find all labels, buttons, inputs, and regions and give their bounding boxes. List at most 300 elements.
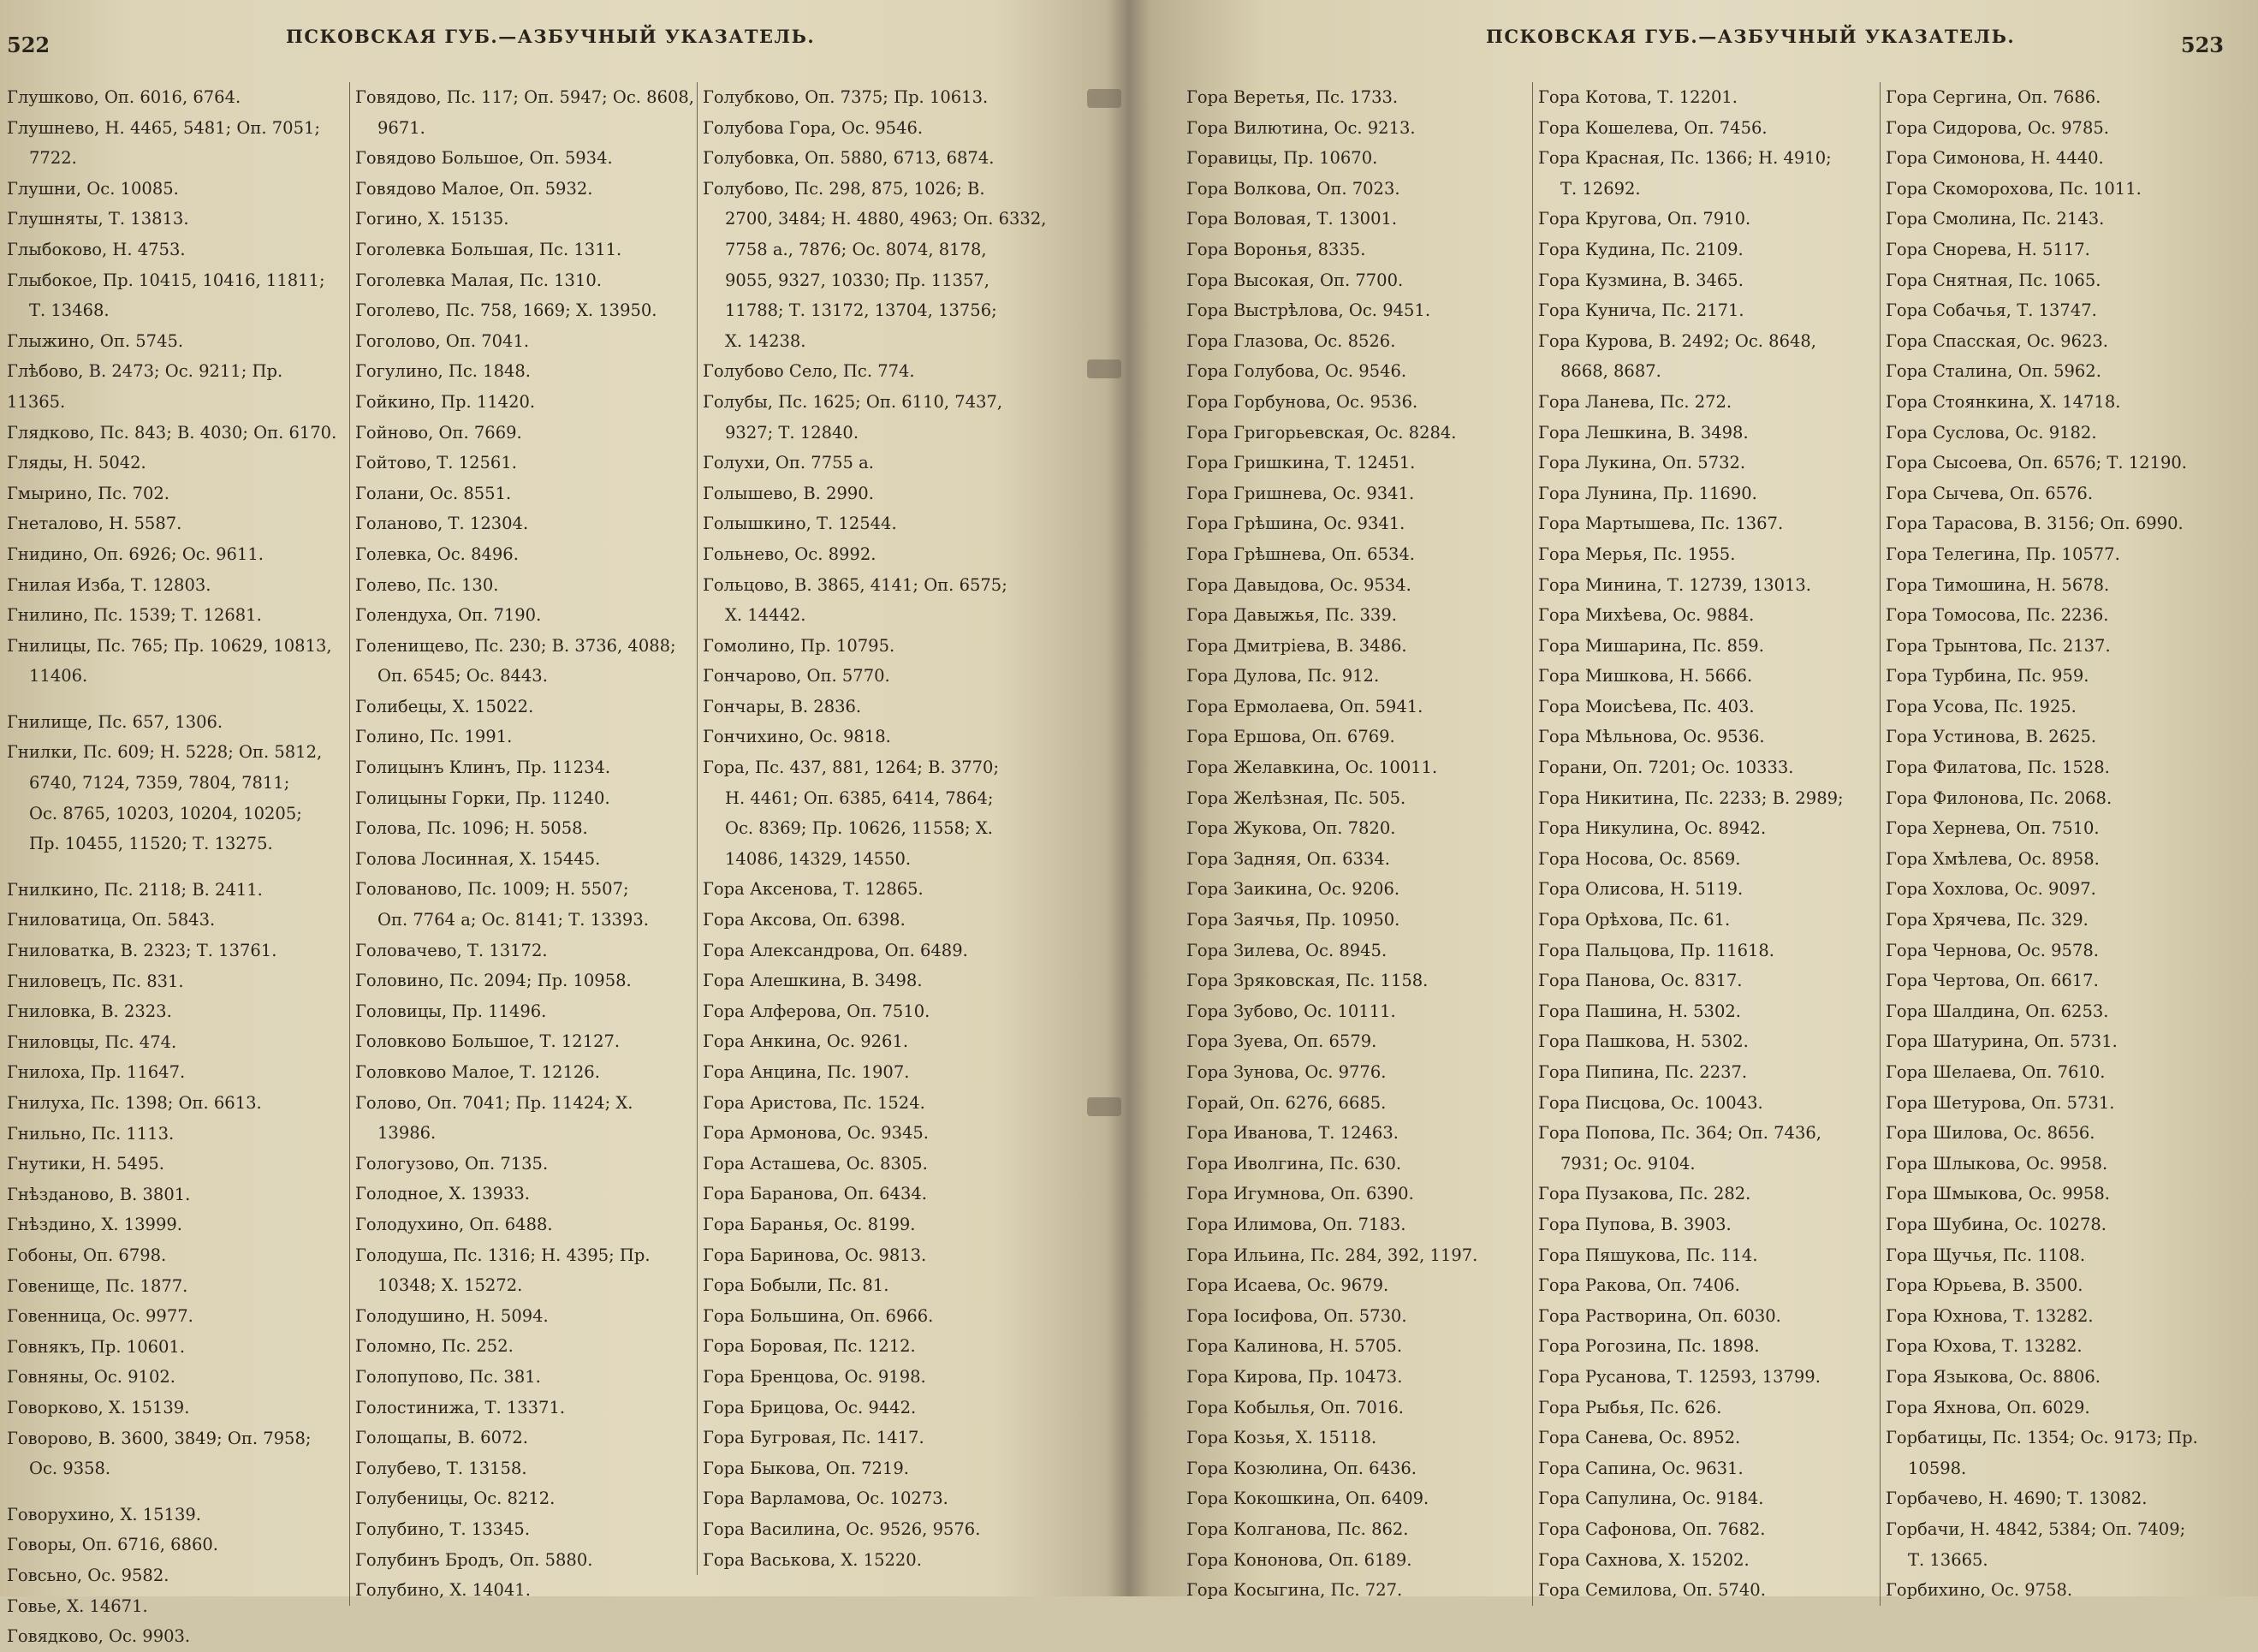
index-entry [703, 1149, 1050, 1180]
index-entry [1538, 508, 1879, 539]
entry-text: Голышкино, Т. 12544. [703, 514, 897, 534]
index-entry [1186, 783, 1525, 814]
index-entry [7, 737, 342, 798]
index-entry [7, 1180, 342, 1210]
entry-text: Гниловатка, В. 2323; Т. 13761. [7, 941, 277, 961]
index-entry [1886, 1088, 2231, 1119]
entry-text: Гора Русанова, Т. 12593, 13799. [1538, 1366, 1821, 1387]
index-entry [1538, 1088, 1879, 1119]
entry-text: Голубова Гора, Ос. 9546. [703, 117, 924, 138]
index-entry [7, 707, 342, 738]
entry-text: Гора Шубина, Ос. 10278. [1886, 1214, 2106, 1234]
entry-text: Горани, Оп. 7201; Ос. 10333. [1538, 758, 1794, 778]
index-entry [1886, 1149, 2231, 1180]
index-entry [355, 1423, 696, 1453]
index-entry [1538, 905, 1879, 936]
index-entry [7, 875, 342, 906]
entry-text: Гора Задняя, Оп. 6334. [1186, 848, 1390, 869]
entry-text: Гора Хмѣлева, Ос. 8958. [1886, 848, 2100, 869]
entry-text: Гора Семилова, Оп. 5740. [1538, 1580, 1766, 1601]
entry-text: Гора Сахнова, Х. 15202. [1538, 1549, 1750, 1570]
index-column-2 [349, 82, 696, 1606]
entry-text: Гончихино, Ос. 9818. [703, 727, 891, 747]
entry-text: Гора Зряковская, Пс. 1158. [1186, 971, 1429, 991]
entry-text: Гора Кунича, Пс. 2171. [1538, 300, 1744, 321]
index-entry [1538, 1575, 1879, 1606]
entry-text: Гора Дмитріева, В. 3486. [1186, 635, 1407, 656]
index-entry [7, 1362, 342, 1393]
entry-text: Гнидино, Оп. 6926; Ос. 9611. [7, 544, 264, 564]
entry-continuation: 6740, 7124, 7359, 7804, 7811; [29, 773, 290, 793]
index-entry [355, 1393, 696, 1423]
entry-text: Глушняты, Т. 13813. [7, 209, 189, 229]
entry-text: Гора Котова, Т. 12201. [1538, 87, 1738, 107]
index-entry [1538, 82, 1879, 113]
index-entry [703, 356, 1050, 387]
entry-text: Гора Языкова, Ос. 8806. [1886, 1366, 2101, 1387]
entry-text: Гора Давыжья, Пс. 339. [1186, 605, 1397, 626]
entry-text: Гора Колганова, Пс. 862. [1186, 1518, 1409, 1539]
index-entry [1886, 1240, 2231, 1271]
index-entry [1538, 1209, 1879, 1240]
index-entry [703, 448, 1050, 478]
entry-text: Гора Заячья, Пр. 10950. [1186, 910, 1400, 930]
index-entry [1886, 905, 2231, 936]
index-entry [703, 1483, 1050, 1514]
entry-text: Гора Юхнова, Т. 13282. [1886, 1305, 2094, 1326]
entry-text: Гора Бренцова, Ос. 9198. [703, 1366, 926, 1387]
index-entry [1186, 722, 1525, 752]
index-entry [1186, 1240, 1525, 1271]
entry-text: Гора Спасская, Ос. 9623. [1886, 330, 2108, 351]
entry-text: Голова, Пс. 1096; Н. 5058. [355, 818, 588, 839]
entry-text: Гора Волкова, Оп. 7023. [1186, 178, 1400, 199]
index-entry [1186, 1179, 1525, 1209]
index-entry [703, 1514, 1050, 1545]
index-entry [7, 1332, 342, 1363]
entry-text: Гора Воронья, 8335. [1186, 239, 1366, 259]
index-entry [1886, 874, 2231, 905]
entry-text: Голибецы, Х. 15022. [355, 696, 534, 716]
entry-text: Говядово, Пс. 117; Оп. 5947; Ос. 8608, [355, 87, 695, 107]
index-entry [703, 82, 1050, 113]
index-entry [7, 1530, 342, 1560]
entry-text: Гора Илимова, Оп. 7183. [1186, 1214, 1406, 1234]
entry-continuation: 11406. [29, 666, 88, 686]
index-entry [1186, 1026, 1525, 1057]
index-entry [1886, 1393, 2231, 1423]
entry-text: Гоголевка Малая, Пс. 1310. [355, 270, 602, 290]
entry-text: Голомно, Пс. 252. [355, 1336, 514, 1357]
entry-text: Гомолино, Пр. 10795. [703, 635, 895, 656]
entry-text: Глыбокое, Пр. 10415, 10416, 11811; [7, 270, 325, 290]
entry-text: Голубы, Пс. 1625; Оп. 6110, 7437, [703, 391, 1003, 412]
index-entry [355, 600, 696, 631]
entry-text: Гора Филатова, Пс. 1528. [1886, 758, 2110, 778]
entry-text: Гора Растворина, Оп. 6030. [1538, 1305, 1781, 1326]
entry-text: Говняны, Ос. 9102. [7, 1367, 175, 1388]
entry-text: Голодное, Х. 13933. [355, 1184, 530, 1204]
index-entry [1538, 387, 1879, 418]
index-column-1 [1186, 82, 1525, 1606]
entry-text: Гора Чертова, Оп. 6617. [1886, 971, 2099, 991]
index-entry [7, 1149, 342, 1180]
entry-text: Говсьно, Ос. 9582. [7, 1565, 169, 1585]
index-entry [1886, 966, 2231, 996]
index-entry [1886, 1209, 2231, 1240]
index-entry [355, 1331, 696, 1362]
index-entry [1186, 570, 1525, 601]
index-entry [355, 844, 696, 875]
entry-text: Гора Кудина, Пс. 2109. [1538, 239, 1744, 259]
index-entry [703, 570, 1050, 631]
index-entry [7, 174, 342, 205]
index-entry [1886, 508, 2231, 539]
entry-text: Голубево, Т. 13158. [355, 1458, 527, 1478]
entry-text: Гора Снятная, Пс. 1065. [1886, 270, 2101, 290]
entry-text: Гора Мартышева, Пс. 1367. [1538, 514, 1784, 534]
entry-text: Горбачево, Н. 4690; Т. 13082. [1886, 1489, 2148, 1509]
entry-text: Гончарово, Оп. 5770. [703, 666, 890, 686]
index-entry [7, 1621, 342, 1652]
index-entry [7, 1240, 342, 1271]
index-entry [703, 326, 1050, 357]
entry-text: Гора Кононова, Оп. 6189. [1186, 1549, 1412, 1570]
entry-text: Гора Сычева, Оп. 6576. [1886, 483, 2094, 503]
entry-text: Гойново, Оп. 7669. [355, 422, 522, 443]
entry-text: Гора Гришнева, Ос. 9341. [1186, 483, 1415, 503]
index-entry [355, 174, 696, 205]
entry-text: Гнѣздино, Х. 13999. [7, 1215, 182, 1235]
entry-text: Гнильно, Пс. 1113. [7, 1123, 175, 1144]
index-entry [1538, 1301, 1879, 1332]
entry-text: Голендуха, Оп. 7190. [355, 605, 542, 626]
index-entry [703, 752, 1050, 813]
index-entry [1538, 936, 1879, 966]
index-entry [1538, 996, 1879, 1027]
index-entry [1186, 418, 1525, 449]
entry-text: Гниловецъ, Пс. 831. [7, 971, 184, 991]
entry-continuation: Х. 14442. [725, 605, 806, 626]
index-entry [7, 1591, 342, 1622]
index-entry [1886, 1331, 2231, 1362]
index-entry [355, 966, 696, 996]
index-entry [7, 204, 342, 235]
index-entry [1186, 265, 1525, 296]
index-entry [1538, 448, 1879, 478]
entry-continuation: 7722. [29, 148, 77, 169]
entry-text: Гора Красная, Пс. 1366; Н. 4910; [1538, 148, 1832, 169]
index-entry [7, 113, 342, 174]
entry-text: Гора Шалдина, Оп. 6253. [1886, 1001, 2109, 1021]
index-entry [1886, 752, 2231, 783]
index-entry [355, 874, 696, 935]
index-entry [7, 356, 342, 417]
entry-text: Гора Рыбья, Пс. 626. [1538, 1397, 1722, 1417]
entry-text: Головково Большое, Т. 12127. [355, 1031, 621, 1052]
entry-text: Гора Анцина, Пс. 1907. [703, 1062, 910, 1082]
index-entry [703, 1393, 1050, 1423]
entry-text: Гора Курова, В. 2492; Ос. 8648, [1538, 330, 1816, 351]
entry-text: Гора Орѣхова, Пс. 61. [1538, 910, 1731, 930]
index-entry [1886, 996, 2231, 1027]
entry-text: Глушково, Оп. 6016, 6764. [7, 87, 241, 107]
index-entry [355, 1149, 696, 1180]
index-entry [1186, 1301, 1525, 1332]
index-entry [355, 82, 696, 143]
index-entry [1186, 356, 1525, 387]
index-entry [703, 1240, 1050, 1271]
index-entry [1538, 1483, 1879, 1514]
index-entry [1186, 936, 1525, 966]
entry-text: 7758 а., 7876; Ос. 8074, 8178, [725, 239, 987, 259]
entry-text: Гора Мишкова, Н. 5666. [1538, 666, 1753, 686]
entry-text: Голова Лосинная, Х. 15445. [355, 848, 601, 869]
entry-text: Гора Писцова, Ос. 10043. [1538, 1092, 1763, 1113]
index-entry [1186, 448, 1525, 478]
entry-text: Гора Сысоева, Оп. 6576; Т. 12190. [1886, 453, 2188, 473]
index-entry [355, 1209, 696, 1240]
index-entry [1186, 1331, 1525, 1362]
entry-text: Головицы, Пр. 11496. [355, 1001, 547, 1021]
entry-continuation: 9327; Т. 12840. [725, 422, 859, 443]
entry-text: Ос. 8369; Пр. 10626, 11558; Х. [725, 818, 993, 839]
entry-text: Говядово Большое, Оп. 5934. [355, 148, 613, 169]
index-entry [703, 235, 1050, 265]
entry-continuation: 13986. [377, 1123, 437, 1144]
entry-text: Гора Стоянкина, Х. 14718. [1886, 391, 2121, 412]
index-entry [1186, 1362, 1525, 1393]
index-entry [1886, 204, 2231, 235]
entry-text: Гора Сафонова, Оп. 7682. [1538, 1518, 1766, 1539]
index-entry [7, 799, 342, 829]
entry-text: Гора Суслова, Ос. 9182. [1886, 422, 2097, 443]
entry-text: Гора Выстрѣлова, Ос. 9451. [1186, 300, 1431, 321]
entry-text: 14086, 14329, 14550. [725, 848, 912, 869]
entry-gap [7, 1484, 342, 1500]
entry-text: Гора Ракова, Оп. 7406. [1538, 1275, 1740, 1296]
index-entry [355, 1301, 696, 1332]
entry-text: Гора Иванова, Т. 12463. [1186, 1123, 1399, 1144]
entry-text: Гора Томосова, Пс. 2236. [1886, 605, 2109, 626]
entry-continuation: 2700, 3484; Н. 4880, 4963; Оп. 6332, [725, 209, 1047, 229]
index-entry [1186, 113, 1525, 144]
entry-text: Гора Зуева, Оп. 6579. [1186, 1031, 1377, 1052]
index-entry [355, 631, 696, 692]
entry-text: Гогино, Х. 15135. [355, 209, 509, 229]
entry-text: Гора Моисѣева, Пс. 403. [1538, 696, 1755, 716]
entry-text: Гора Ланева, Пс. 272. [1538, 391, 1732, 412]
index-entry [1186, 539, 1525, 570]
entry-text: Голощапы, В. 6072. [355, 1428, 528, 1448]
index-entry [1886, 295, 2231, 326]
entry-text: Гора Телегина, Пр. 10577. [1886, 544, 2120, 564]
index-entry [1886, 936, 2231, 966]
index-entry [1538, 1057, 1879, 1088]
index-entry [1886, 539, 2231, 570]
index-entry [1886, 661, 2231, 692]
index-entry [1538, 1026, 1879, 1057]
entry-text: Гора Мерья, Пс. 1955. [1538, 544, 1736, 564]
index-entry [1886, 813, 2231, 844]
page-number: 523 [2180, 33, 2224, 57]
entry-text: Гора Зубово, Ос. 10111. [1186, 1001, 1396, 1021]
entry-text: Гниловка, В. 2323. [7, 1001, 172, 1022]
index-entry [1886, 143, 2231, 174]
entry-text: Гора Грѣшнева, Оп. 6534. [1186, 544, 1415, 564]
entry-text: Голаново, Т. 12304. [355, 514, 529, 534]
index-entry [1538, 235, 1879, 265]
index-entry [355, 387, 696, 418]
index-entry [1886, 1179, 2231, 1209]
entry-text: Гора Большина, Оп. 6966. [703, 1305, 934, 1326]
entry-text: Гора Щучья, Пс. 1108. [1886, 1245, 2086, 1265]
entry-text: Голубинъ Бродъ, Оп. 5880. [355, 1549, 593, 1570]
index-entry [1186, 174, 1525, 205]
index-entry [703, 1453, 1050, 1484]
entry-text: Гора Мѣльнова, Ос. 9536. [1538, 727, 1765, 747]
index-entry [1538, 722, 1879, 752]
index-entry [703, 966, 1050, 996]
index-entry [1886, 1301, 2231, 1332]
entry-text: Гора Вилютина, Ос. 9213. [1186, 117, 1416, 138]
index-entry [1886, 418, 2231, 449]
index-entry [1538, 478, 1879, 509]
index-column-1 [7, 82, 342, 1652]
index-entry [1186, 996, 1525, 1027]
index-entry [1538, 874, 1879, 905]
index-entry [355, 752, 696, 783]
index-entry [7, 508, 342, 539]
index-entry [7, 905, 342, 936]
entry-text: Голодуша, Пс. 1316; Н. 4395; Пр. [355, 1245, 651, 1265]
index-entry [1538, 1393, 1879, 1423]
entry-text: Гора Шлыкова, Ос. 9958. [1886, 1153, 2108, 1174]
entry-text: Гора Кузмина, В. 3465. [1538, 270, 1744, 290]
entry-text: Горбатицы, Пс. 1354; Ос. 9173; Пр. [1886, 1428, 2198, 1448]
entry-text: Гора Сидорова, Ос. 9785. [1886, 117, 2109, 138]
index-entry [355, 1453, 696, 1484]
index-entry [703, 631, 1050, 662]
entry-text: Гора Аристова, Пс. 1524. [703, 1092, 925, 1113]
entry-text: Гора Бобыли, Пс. 81. [703, 1275, 889, 1296]
index-entry [7, 235, 342, 265]
index-entry [7, 418, 342, 449]
index-entry [1886, 265, 2231, 296]
entry-text: Гологузово, Оп. 7135. [355, 1153, 549, 1174]
index-entry [1538, 1362, 1879, 1393]
index-entry [1186, 1483, 1525, 1514]
index-entry [1886, 387, 2231, 418]
entry-text: Гора Рогозина, Пс. 1898. [1538, 1336, 1760, 1357]
index-entry [703, 174, 1050, 235]
entry-text: Гора Юхова, Т. 13282. [1886, 1336, 2083, 1357]
entry-text: Гора Пашина, Н. 5302. [1538, 1001, 1741, 1021]
entry-text: Гора Брицова, Ос. 9442. [703, 1397, 917, 1417]
entry-text: Головино, Пс. 2094; Пр. 10958. [355, 971, 632, 991]
index-column-3 [1880, 82, 2231, 1606]
index-entry [1186, 600, 1525, 631]
entry-text: Гнилая Изба, Т. 12803. [7, 574, 211, 595]
index-entry [703, 1301, 1050, 1332]
index-entry [355, 1026, 696, 1057]
entry-text: Говоры, Оп. 6716, 6860. [7, 1535, 218, 1555]
entry-continuation: Н. 4461; Оп. 6385, 6414, 7864; [725, 787, 994, 808]
entry-text: Гора Веретья, Пс. 1733. [1186, 87, 1399, 107]
entry-text: Гора Голубова, Ос. 9546. [1186, 361, 1407, 382]
index-entry [1186, 1270, 1525, 1301]
index-entry [1186, 82, 1525, 113]
entry-text: Гора Носова, Ос. 8569. [1538, 848, 1741, 869]
entry-text: Х. 14238. [725, 330, 806, 351]
entry-text: Горавицы, Пр. 10670. [1186, 148, 1378, 169]
entry-text: Гора Кругова, Оп. 7910. [1538, 209, 1751, 229]
index-entry [703, 1423, 1050, 1453]
entry-text: Головачево, Т. 13172. [355, 940, 548, 960]
entry-text: Гоголово, Оп. 7041. [355, 330, 530, 351]
entry-text: Гора Юрьева, В. 3500. [1886, 1275, 2083, 1296]
entry-text: Голубино, Х. 14041. [355, 1580, 531, 1601]
entry-text: Гора Пальцова, Пр. 11618. [1538, 940, 1774, 960]
index-entry [355, 204, 696, 235]
index-entry [1538, 1545, 1879, 1576]
index-entry [1538, 631, 1879, 662]
entry-text: Голышево, В. 2990. [703, 483, 874, 503]
entry-text: Гора Игумнова, Оп. 6390. [1186, 1184, 1414, 1204]
index-entry [7, 1209, 342, 1240]
index-entry [1538, 1423, 1879, 1453]
entry-text: Гора Смолина, Пс. 2143. [1886, 209, 2105, 229]
entry-continuation: 9671. [377, 117, 425, 138]
index-entry [703, 692, 1050, 722]
entry-text: Гора Михѣева, Ос. 9884. [1538, 605, 1755, 626]
index-entry [7, 1500, 342, 1530]
entry-text: Гнилоха, Пр. 11647. [7, 1062, 186, 1083]
entry-text: Гора Хрячева, Пс. 329. [1886, 910, 2089, 930]
entry-text: Гора Ильина, Пс. 284, 392, 1197. [1186, 1245, 1478, 1265]
entry-text: Гора Сапулина, Ос. 9184. [1538, 1489, 1764, 1509]
index-entry [1886, 631, 2231, 662]
entry-text: Гогулино, Пс. 1848. [355, 361, 532, 382]
index-entry [7, 1027, 342, 1058]
entry-continuation: 10348; Х. 15272. [377, 1275, 523, 1296]
entry-text: Гниловатица, Оп. 5843. [7, 910, 216, 930]
index-entry [7, 1119, 342, 1150]
index-entry [1186, 295, 1525, 326]
entry-text: Глѣбово, В. 2473; Ос. 9211; Пр. 11365. [7, 361, 283, 412]
entry-text: Говорухино, Х. 15139. [7, 1504, 201, 1524]
index-entry [1186, 631, 1525, 662]
entry-text: Говорово, В. 3600, 3849; Оп. 7958; [7, 1428, 312, 1448]
entry-text: Голенищево, Пс. 230; В. 3736, 4088; [355, 635, 676, 656]
entry-continuation: Ос. 9358. [29, 1459, 111, 1479]
entry-text: Глушнево, Н. 4465, 5481; Оп. 7051; [7, 117, 320, 138]
entry-text: Гора Баранова, Оп. 6434. [703, 1184, 927, 1204]
entry-text: 11788; Т. 13172, 13704, 13756; [725, 300, 997, 321]
index-entry [355, 813, 696, 844]
entry-text: Гора Тарасова, В. 3156; Оп. 6990. [1886, 514, 2184, 534]
entry-text: Горай, Оп. 6276, 6685. [1186, 1092, 1387, 1113]
entry-continuation: Т. 13468. [29, 300, 110, 321]
index-entry [703, 1270, 1050, 1301]
index-entry [7, 1088, 342, 1119]
entry-text: Гора Усова, Пс. 1925. [1886, 696, 2077, 716]
entry-text: Голицыны Горки, Пр. 11240. [355, 787, 610, 808]
entry-text: Гора Никулина, Ос. 8942. [1538, 818, 1767, 839]
entry-text: Пр. 10455, 11520; Т. 13275. [29, 834, 273, 854]
entry-text: Гойкино, Пр. 11420. [355, 391, 536, 412]
index-entry [703, 295, 1050, 326]
